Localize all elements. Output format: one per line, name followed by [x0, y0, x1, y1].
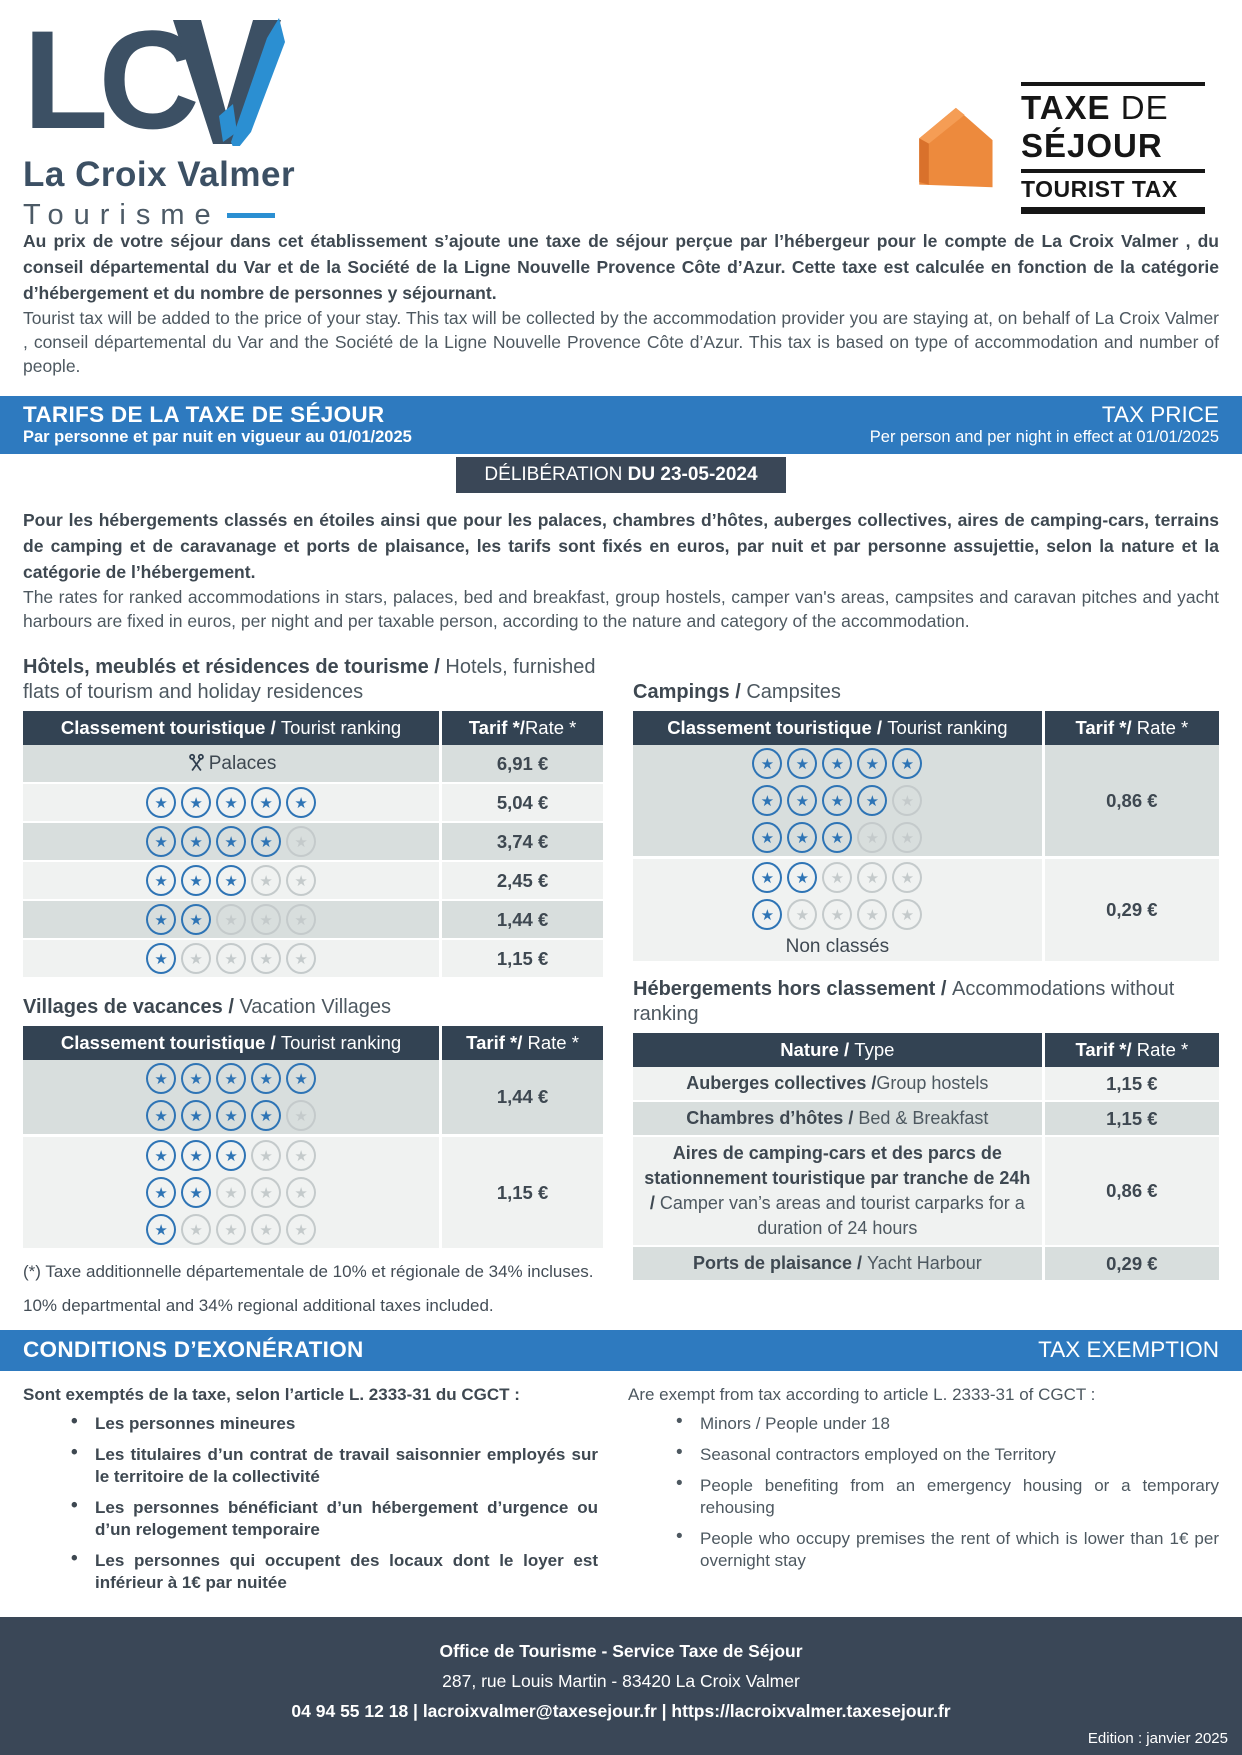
- price-cell: 5,04 €: [441, 783, 603, 822]
- footer-edition: Edition : janvier 2025: [1087, 1730, 1228, 1747]
- star-filled-icon: ★: [216, 787, 246, 818]
- star-empty-icon: ★: [857, 822, 887, 853]
- star-empty-icon: ★: [857, 862, 887, 893]
- col-nature-fr: Nature /: [780, 1039, 855, 1060]
- col-tarif-fr: Tarif */: [1075, 1039, 1137, 1060]
- rate-row: [23, 900, 603, 939]
- star-filled-icon: ★: [146, 787, 176, 818]
- rate-row: [23, 861, 603, 900]
- star-filled-icon: ★: [181, 1063, 211, 1094]
- type-cell: [633, 1246, 1043, 1281]
- stars-cell: [23, 861, 441, 900]
- stars-cell: [633, 819, 1043, 858]
- star-empty-icon: ★: [216, 1177, 246, 1208]
- page-footer: [0, 1617, 1242, 1755]
- star-filled-icon: ★: [286, 1063, 316, 1094]
- star-empty-icon: ★: [892, 822, 922, 853]
- svg-text:LC: LC: [23, 16, 190, 146]
- star-empty-icon: ★: [822, 899, 852, 930]
- deliberation-date: DU 23-05-2024: [627, 464, 758, 485]
- campings-heading-en: Campsites: [746, 681, 841, 703]
- price-cell: 0,29 €: [1043, 1246, 1219, 1281]
- star-rating: [752, 862, 922, 893]
- hotels-col-ranking: [23, 711, 441, 745]
- exemptions-columns: [23, 1385, 1219, 1603]
- star-filled-icon: ★: [752, 899, 782, 930]
- star-filled-icon: ★: [787, 748, 817, 779]
- brand-subtitle-text: Tourisme: [23, 199, 221, 231]
- star-filled-icon: ★: [822, 748, 852, 779]
- star-empty-icon: ★: [892, 785, 922, 816]
- col-ranking-fr: Classement touristique /: [60, 1032, 281, 1053]
- type-en: Bed & Breakfast: [858, 1108, 989, 1128]
- star-filled-icon: ★: [251, 787, 281, 818]
- campings-heading-fr: Campings /: [633, 681, 747, 703]
- villages-heading: [23, 995, 603, 1020]
- type-en: Camper van’s areas and tourist carparks for a duration of 24 hours: [659, 1193, 1025, 1238]
- star-filled-icon: ★: [787, 862, 817, 893]
- taxe-de-sejour-logo: [907, 82, 1205, 214]
- stars-cell: [23, 1060, 441, 1097]
- star-empty-icon: ★: [286, 943, 316, 974]
- type-cell: [633, 1136, 1043, 1246]
- star-rating: [146, 1100, 316, 1131]
- stars-cell: [23, 822, 441, 861]
- col-ranking-en: Tourist ranking: [887, 717, 1008, 738]
- price-cell: 2,45 €: [441, 861, 603, 900]
- stars-cell: [23, 1136, 441, 1175]
- exemption-item: • Les personnes bénéficiant d’un hébergement d’urgence ou d’un relogement temporaire: [67, 1497, 598, 1541]
- star-filled-icon: ★: [181, 865, 211, 896]
- hotels-heading: [23, 655, 603, 705]
- brand-name: La Croix Valmer: [23, 155, 296, 194]
- stars-cell: [633, 745, 1043, 782]
- campings-col-ranking: [633, 711, 1043, 745]
- tarifs-banner: [0, 396, 1242, 454]
- page-header: [23, 0, 1219, 231]
- star-filled-icon: ★: [752, 862, 782, 893]
- star-filled-icon: ★: [146, 1063, 176, 1094]
- hotels-heading-en: Hotels, furnished flats of tourism and holiday residences: [23, 656, 596, 703]
- star-filled-icon: ★: [146, 1177, 176, 1208]
- nature-col-tarif: [1043, 1033, 1219, 1067]
- col-tarif-en: Rate *: [524, 717, 577, 738]
- star-filled-icon: ★: [251, 1100, 281, 1131]
- col-tarif-fr: Tarif */: [1075, 717, 1137, 738]
- star-filled-icon: ★: [286, 787, 316, 818]
- star-empty-icon: ★: [892, 862, 922, 893]
- exemption-item: • People who occupy premises the rent of which is lower than 1€ per overnight stay: [672, 1528, 1219, 1572]
- col-tarif-fr: Tarif */: [466, 1032, 528, 1053]
- star-filled-icon: ★: [146, 1214, 176, 1245]
- price-cell: 1,44 €: [441, 1060, 603, 1136]
- exemption-item: • Les titulaires d’un contrat de travail saisonnier employés sur le territoire de la collectivité: [67, 1444, 598, 1488]
- col-ranking-en: Tourist ranking: [280, 717, 402, 738]
- star-empty-icon: ★: [181, 943, 211, 974]
- star-empty-icon: ★: [251, 904, 281, 935]
- star-rating: [146, 1063, 316, 1094]
- star-filled-icon: ★: [752, 785, 782, 816]
- nature-heading: [633, 977, 1219, 1027]
- price-cell: 6,91 €: [441, 745, 603, 783]
- star-filled-icon: ★: [251, 826, 281, 857]
- exemptions-en: [628, 1385, 1219, 1603]
- footnote-fr: (*) Taxe additionnelle départementale de 10% et régionale de 34% incluses.: [23, 1262, 594, 1281]
- star-filled-icon: ★: [216, 1140, 246, 1171]
- rate-tables-columns: [23, 643, 1219, 1316]
- star-empty-icon: ★: [251, 865, 281, 896]
- star-rating: [146, 1140, 316, 1171]
- rate-row: [23, 1060, 603, 1097]
- stars-cell: [633, 782, 1043, 819]
- star-filled-icon: ★: [181, 904, 211, 935]
- star-empty-icon: ★: [286, 1140, 316, 1171]
- hotels-heading-fr: Hôtels, meublés et résidences de tourisme /: [23, 656, 446, 678]
- rate-row: [633, 1136, 1219, 1246]
- star-empty-icon: ★: [251, 1177, 281, 1208]
- star-filled-icon: ★: [216, 826, 246, 857]
- col-tarif-fr: Tarif */: [468, 717, 525, 738]
- price-cell: 1,15 €: [441, 939, 603, 978]
- star-empty-icon: ★: [286, 1177, 316, 1208]
- star-empty-icon: ★: [787, 899, 817, 930]
- right-column: [633, 643, 1219, 1316]
- price-cell: 3,74 €: [441, 822, 603, 861]
- exemptions-intro-fr: Sont exemptés de la taxe, selon l’article L. 2333-31 du CGCT :: [23, 1385, 520, 1404]
- price-cell: 1,44 €: [441, 900, 603, 939]
- de-word: DE: [1120, 89, 1169, 126]
- taxe-word: TAXE: [1021, 89, 1111, 126]
- exoneration-title-fr: CONDITIONS D’EXONÉRATION: [23, 1337, 364, 1362]
- star-filled-icon: ★: [857, 748, 887, 779]
- star-empty-icon: ★: [216, 904, 246, 935]
- stars-cell: [23, 900, 441, 939]
- rate-row: [23, 822, 603, 861]
- footer-office-line: Office de Tourisme - Service Taxe de Séjour: [439, 1641, 803, 1661]
- star-filled-icon: ★: [146, 826, 176, 857]
- rate-row: [633, 858, 1219, 897]
- star-empty-icon: ★: [251, 1140, 281, 1171]
- star-rating: [146, 1177, 316, 1208]
- star-filled-icon: ★: [216, 1100, 246, 1131]
- brand-dash-decoration: [227, 213, 275, 218]
- intro-paragraph-fr: Au prix de votre séjour dans cet établissement s’ajoute une taxe de séjour perçue par l’hébergeur pour le compte de La Croix Valmer , du conseil départemental du Var et de la Société de la Ligne Nouvelle Provence Côte d’Azur. Cette taxe est calculée en fonction de la catégorie d’hébergement et du nombre de personnes y séjournant.: [23, 231, 1219, 303]
- stars-cell: [23, 939, 441, 978]
- orange-house-icon: [907, 102, 1003, 194]
- rate-row: [23, 783, 603, 822]
- exoneration-banner: [0, 1330, 1242, 1371]
- star-empty-icon: ★: [892, 899, 922, 930]
- unranked-cell: Non classés: [633, 933, 1043, 961]
- rates-intro-fr: Pour les hébergements classés en étoiles ainsi que pour les palaces, chambres d’hôtes, auberges collectives, aires de camping-cars, terrains de camping et de caravanage et ports de plaisance, les tarifs sont fixés en euros, par nuit et par personne assujettie, selon la nature et la catégorie de l’hébergement.: [23, 510, 1219, 582]
- exemption-item: • Les personnes qui occupent des locaux dont le loyer est inférieur à 1€ par nuitée: [67, 1550, 598, 1594]
- star-filled-icon: ★: [251, 1063, 281, 1094]
- campings-col-tarif: [1043, 711, 1219, 745]
- star-filled-icon: ★: [146, 1100, 176, 1131]
- exemptions-list-fr: [23, 1413, 598, 1594]
- lcv-logo-icon: [23, 16, 291, 146]
- star-empty-icon: ★: [286, 865, 316, 896]
- type-fr: Ports de plaisance /: [692, 1253, 868, 1273]
- price-cell: 1,15 €: [1043, 1067, 1219, 1101]
- type-en: Yacht Harbour: [867, 1253, 982, 1273]
- price-cell: 0,29 €: [1043, 858, 1219, 962]
- star-filled-icon: ★: [787, 785, 817, 816]
- type-fr: Auberges collectives /: [686, 1073, 877, 1093]
- deliberation-badge: [456, 457, 785, 493]
- col-ranking-fr: Classement touristique /: [667, 717, 888, 738]
- star-empty-icon: ★: [286, 826, 316, 857]
- exemption-item: • Minors / People under 18: [672, 1413, 1219, 1435]
- hotels-col-tarif: [441, 711, 603, 745]
- deliberation-label: DÉLIBÉRATION: [484, 464, 628, 485]
- star-empty-icon: ★: [251, 943, 281, 974]
- price-cell: 0,86 €: [1043, 1136, 1219, 1246]
- exemption-item: • Seasonal contractors employed on the Territory: [672, 1444, 1219, 1466]
- left-column: [23, 643, 603, 1316]
- exemptions-intro-en: Are exempt from tax according to article L. 2333-31 of CGCT :: [628, 1385, 1096, 1404]
- star-empty-icon: ★: [181, 1214, 211, 1245]
- palace-keys-icon: [186, 753, 207, 774]
- star-rating: [752, 822, 922, 853]
- col-tarif-en: Rate *: [1136, 717, 1189, 738]
- star-rating: [752, 899, 922, 930]
- star-rating: [146, 826, 316, 857]
- star-filled-icon: ★: [216, 1063, 246, 1094]
- footer-address-line: 287, rue Louis Martin - 83420 La Croix Valmer: [442, 1671, 800, 1691]
- type-cell: [633, 1101, 1043, 1136]
- col-ranking-fr: Classement touristique /: [60, 717, 281, 738]
- star-filled-icon: ★: [146, 943, 176, 974]
- campings-rate-table: [633, 711, 1219, 961]
- lcv-brand-block: [23, 16, 295, 232]
- tarifs-title-en: TAX PRICE: [1101, 402, 1219, 427]
- star-rating: [146, 787, 316, 818]
- stars-cell: [23, 1174, 441, 1211]
- star-empty-icon: ★: [216, 1214, 246, 1245]
- star-empty-icon: ★: [822, 862, 852, 893]
- star-filled-icon: ★: [822, 822, 852, 853]
- villages-heading-fr: Villages de vacances /: [23, 996, 240, 1018]
- star-empty-icon: ★: [286, 904, 316, 935]
- stars-cell: [23, 1211, 441, 1248]
- villages-col-tarif: [441, 1026, 603, 1060]
- exemptions-list-en: [628, 1413, 1219, 1572]
- intro-paragraph-en: Tourist tax will be added to the price of your stay. This tax will be collected by the accommodation provider you are staying at, on behalf of La Croix Valmer , conseil départemental du Var and the Société de la Ligne Nouvelle Provence Côte d’Azur. This tax is based on type of accommodation and number of people.: [23, 308, 1219, 376]
- tarifs-subtitle-fr: Par personne et par nuit en vigueur au 01/01/2025: [23, 428, 412, 446]
- palace-row: [23, 745, 603, 783]
- rate-row: [633, 745, 1219, 782]
- star-filled-icon: ★: [146, 904, 176, 935]
- type-fr: Chambres d’hôtes /: [686, 1108, 859, 1128]
- star-filled-icon: ★: [181, 787, 211, 818]
- col-nature-en: Type: [854, 1039, 895, 1060]
- star-empty-icon: ★: [216, 943, 246, 974]
- rate-row: [633, 1067, 1219, 1101]
- rate-row: [23, 939, 603, 978]
- type-fr: Aires de camping-cars et des parcs de stationnement touristique par tranche de 24h /: [644, 1143, 1031, 1213]
- star-filled-icon: ★: [752, 748, 782, 779]
- star-rating: [752, 785, 922, 816]
- footnote-en: 10% departmental and 34% regional additional taxes included.: [23, 1296, 494, 1315]
- star-filled-icon: ★: [216, 865, 246, 896]
- star-filled-icon: ★: [752, 822, 782, 853]
- star-filled-icon: ★: [181, 1140, 211, 1171]
- palace-label: Palaces: [208, 752, 277, 774]
- exemption-item: • Les personnes mineures: [67, 1413, 598, 1435]
- price-cell: 1,15 €: [1043, 1101, 1219, 1136]
- villages-col-ranking: [23, 1026, 441, 1060]
- col-tarif-en: Rate *: [527, 1032, 579, 1053]
- star-filled-icon: ★: [181, 826, 211, 857]
- star-rating: [146, 943, 316, 974]
- star-filled-icon: ★: [787, 822, 817, 853]
- sejour-line: SÉJOUR: [1021, 127, 1205, 173]
- rate-row: [633, 1101, 1219, 1136]
- star-empty-icon: ★: [286, 1100, 316, 1131]
- star-rating: [146, 865, 316, 896]
- taxe-de-sejour-wordmark: [1021, 82, 1205, 214]
- star-empty-icon: ★: [857, 899, 887, 930]
- star-rating: [146, 904, 316, 935]
- stars-cell: [23, 1097, 441, 1136]
- type-cell: [633, 1067, 1043, 1101]
- exemptions-fr: [23, 1385, 598, 1603]
- star-filled-icon: ★: [146, 1140, 176, 1171]
- tarifs-subtitle-en: Per person and per night in effect at 01/01/2025: [869, 428, 1219, 446]
- palace-cell: [23, 745, 441, 783]
- nature-col-type: [633, 1033, 1043, 1067]
- stars-cell: [633, 896, 1043, 933]
- star-filled-icon: ★: [146, 865, 176, 896]
- villages-heading-en: Vacation Villages: [239, 996, 392, 1018]
- nature-rate-table: [633, 1033, 1219, 1282]
- col-ranking-en: Tourist ranking: [280, 1032, 402, 1053]
- star-filled-icon: ★: [857, 785, 887, 816]
- villages-rate-table: [23, 1026, 603, 1248]
- star-empty-icon: ★: [251, 1214, 281, 1245]
- star-rating: [752, 748, 922, 779]
- tarifs-title-fr: TARIFS DE LA TAXE DE SÉJOUR: [23, 402, 385, 427]
- stars-cell: [23, 783, 441, 822]
- hotels-rate-table: [23, 711, 603, 979]
- exemption-item: • People benefiting from an emergency housing or a temporary rehousing: [672, 1475, 1219, 1519]
- nature-heading-fr: Hébergements hors classement /: [633, 978, 953, 1000]
- stars-cell: [633, 858, 1043, 897]
- exoneration-title-en: TAX EXEMPTION: [1038, 1337, 1219, 1362]
- star-filled-icon: ★: [181, 1100, 211, 1131]
- campings-heading: [633, 680, 1219, 705]
- rates-intro-en: The rates for ranked accommodations in stars, palaces, bed and breakfast, group hostels, camper van's areas, campsites and caravan pitches and yacht harbours are fixed in euros, per night and per taxable person, according to the nature and category of the accommodation.: [23, 587, 1219, 631]
- col-tarif-en: Rate *: [1136, 1039, 1189, 1060]
- type-en: Group hostels: [876, 1073, 989, 1093]
- nature-heading-en: Accommodations without ranking: [633, 978, 1175, 1025]
- footer-contact-line: 04 94 55 12 18 | lacroixvalmer@taxesejour.fr | https://lacroixvalmer.taxesejour.fr: [291, 1701, 951, 1721]
- star-rating: [146, 1214, 316, 1245]
- tourist-tax-line: TOURIST TAX: [1021, 173, 1205, 214]
- rate-row: [23, 1136, 603, 1175]
- star-filled-icon: ★: [892, 748, 922, 779]
- star-filled-icon: ★: [822, 785, 852, 816]
- taxe-de-line: [1021, 86, 1205, 127]
- rate-row: [633, 1246, 1219, 1281]
- price-cell: 0,86 €: [1043, 745, 1219, 858]
- price-cell: 1,15 €: [441, 1136, 603, 1249]
- star-filled-icon: ★: [181, 1177, 211, 1208]
- star-empty-icon: ★: [286, 1214, 316, 1245]
